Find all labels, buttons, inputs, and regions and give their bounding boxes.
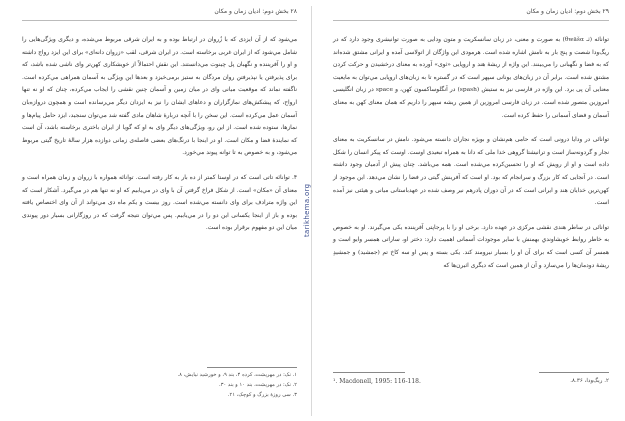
footnote: ۳. سی روزهٔ بزرگ و کوچک، ۲۱. [227, 392, 297, 398]
paragraph: ۴. توانائه تاتی است که در اوستا کمتر از ده بار به کار رفته است. توانائه همواره با زروان و زمان همراه است و معنای آن «مکان» است. از شکل فراخ گرفتن آن با وای در مي‌یابیم که او نه تنها هم در مي‌گیرد. آشکار است که این واژه مترادف برای وای دانسته مي‌شده است. روز بیست و یکم ماه دی مي‌تواند از آن وای اختصاص یافته بوده و باز از اینجا یکسانی این دو را در مي‌یابیم. پس مي‌توان نتیجه گرفت که در روزگارانی بسیار دور پیوندی میان این دو مفهوم برقرار بوده است. [22, 174, 297, 232]
watermark: tarikhema.org [303, 183, 311, 237]
left-page [0, 0, 311, 421]
footnote-divider [539, 372, 609, 373]
running-head-right: ۲۹ بخش دوم: ادیان زمان و مکان [333, 8, 609, 21]
paragraph: توانائی در ساطر هندی نقشی مرکزی در عهده دارد. برخی او را با پرجاپتی آفریننده یکی مي‌گیرند. او به خصوص به خاطر روابط خویشاوندیِ بهمنش با سایر موجودات آسمانی اهمیت دارد: دختر او، ساراتی همسر وایو است و همسر آن کسی است که برای آن او را بسیار نیرومند کند. یکی بسته و پس او سه کاخ تم (جمشید) و جمشیدِ ریشهٔ دودمان‌ها را مي‌سازد و آن از همین است که دیگری اثیرن‌ها که [333, 224, 609, 269]
footnote-divider [207, 367, 297, 368]
footnote: ۱. نک: در مهریشت، کرده ۴، بند ۹، و خورشید نیایش، ۸. [177, 372, 297, 378]
footnote: ۲. ریگ‌ودا، ۸.۳۶. [570, 378, 609, 384]
footnote: ¹. Macdonell, 1995: 116-118. [333, 378, 421, 385]
paragraph: مي‌شود که از آن ایزدی که با زُروان در ارتباط بوده و به ایران شرقی مربوط مي‌شده، و دیگری ویژگی‌هایی را شامل مي‌شود که از ایران غربی برخاسته است. در ایران شرقی، لقب «زروان دانه‌ای» برای این ایزد رواج داشته و او را آفریننده و نگهبان پل چینوت مي‌دانستند. این نقش احتمالاً از خویشکاری کهن‌تر وای ناشی شده باشد، که برای پذیرفتن یا نپذیرفتن روان مردگان به ستیز برمی‌خیزد و بعدها این ویژگی به آسمان همراهی مي‌کرده است. ناگفته نماند که موقعیت میانی وای در میان زمین و آسمان چنین نقشی را ایجاب مي‌کرده، چنان که او نه تنها ارواح، که پیشکش‌های نمازگزاران و دعاهای ایشان را نیز به ایزدان دیگر مي‌رسانده است و همچون دروازه‌بان آسمان عمل مي‌کرده است. این سخن را با آنچه دربارهٔ شاهان مادی گفته شد مي‌توان سنجید، ایزد حامل پیام‌ها و نمازها، ستوده شده است. از این رو، ویژگی‌های دیگر وای به او که گویا از ایران باختری برخاسته باشد، آن است که نمایندهٔ فضا و مکان است. او در اینجا با درنگ‌های بعضی فاصله‌ی زمانی دوازده هزار سالهٔ تاریخ گیتی مربوط مي‌شود، و به خصوص به تا توانه پیوند مي‌خورد. [22, 37, 297, 157]
right-page [313, 0, 625, 421]
right-body-text [333, 34, 609, 284]
paragraph: توانائه (ثـ θwāšα) به صورت و معنی، در زبان سانسکریت و متون ودایی به صورت توانیشری وجود دارد که در ریگ‌ودا شصت و پنج بار به نامش اشاره شده است. هرمودی این واژگان از اتولاسی آمده و ایرانی مشتق شده‌اند که به فضا و نگهبانی را مي‌بینند. این واژه از ریشهٔ هند و اروپایی «ثوی» آورده به معنای درخشیدن و حرکت کردن مشتق شده است. برابر آن در زبان‌های یونانی سپهر است که در گستره تا به زبان‌های اروپایی مي‌توان به مایعیت معنایی آن پی برد. این واژه در فارسی نیز به ستیش (spash) در آنگلوساکسون کهن، و space در زبان انگلیسی امروزین متصور شده است. در زبان فارسی امروزین از همین ریشه سپهر را داریم که همان معنای کهن به معنای آسمان و فضای آسمانی را حفظ کرده است. [333, 37, 609, 119]
footnote-divider [333, 372, 405, 373]
running-head-left: ۲۸ بخش دوم: ادیان زمان و مکان [22, 8, 297, 21]
footnotes-left [177, 370, 297, 400]
footnote: ۲. نک: در مهریشت، بند ۱۰ و بند ۳۰. [219, 382, 297, 388]
paragraph: توانائی در ودایا درونی است که حامی هم‌نشان و بویژه نجاران دانسته مي‌شود. نامش در سانسکریت به معنای نجار و گردونه‌ساز است و ترانیشتا گروهی خدا ملی که دانا به همراه تبعیدی اوست. اوست که پیکر انسان را شکل داده است و او از رویش که او را تحسین‌کرده مي‌شده است. همه مي‌باشد. چنان پیش از آدمیان وجود داشته است. در آنجایی که کار بزرگ و سرانجام که بود. او است که آفرینش گیتی در فضا را نشان مي‌دهد. این موجود از کهن‌ترین خدایان هند و ایرانی است که در آن دوران پادرهم نیر وصف شده در عهدباستانی میانی و هیئتی نیز آمده است. [333, 137, 609, 207]
left-body-text [22, 34, 297, 247]
